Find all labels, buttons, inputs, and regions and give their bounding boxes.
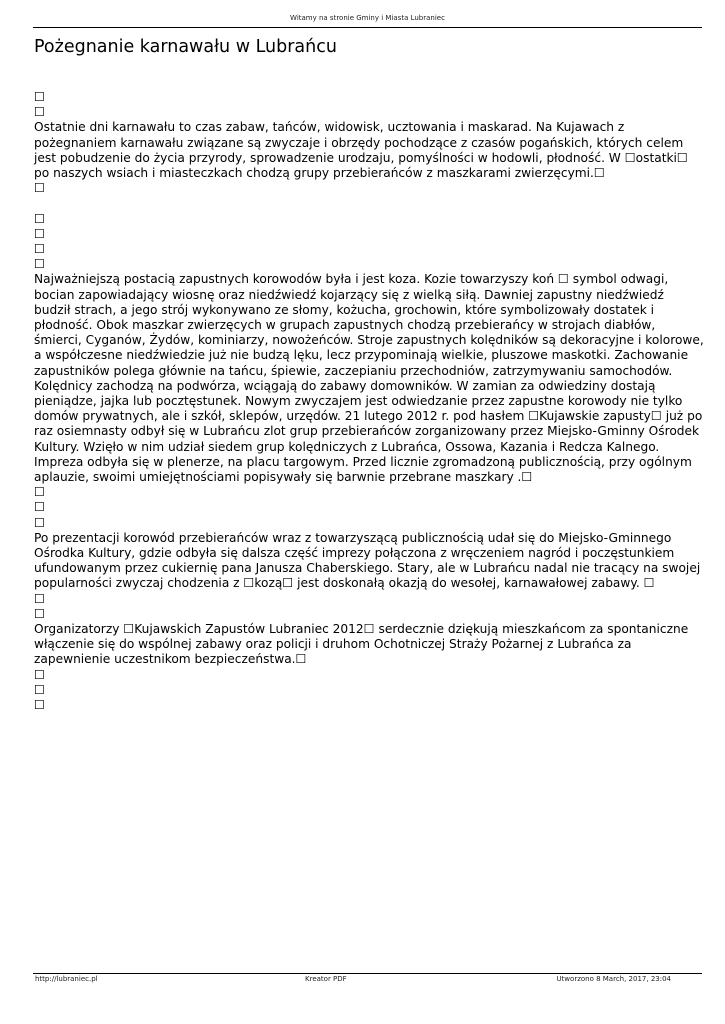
footer-divider xyxy=(33,973,702,974)
article-paragraph: Ostatnie dni karnawału to czas zabaw, tańców, widowisk, ucztowania i maskarad. Na Kujawach z pożegnaniem karnawału związane są zwyczaje i obrzędy pochodzące z czasów pogańskich, których celem jest pobudzenie do życia przyrody, sprowadzenie urodzaju, pomyślności w hodowli, płodność. W ☐ostatki☐ po naszych wsiach i miasteczkach chodzą grupy przebierańców z maszkarami zwierzęcymi.☐ xyxy=(34,120,688,180)
article-paragraph: Najważniejszą postacią zapustnych korowodów była i jest koza. Kozie towarzyszy koń ☐ symbol odwagi, bocian zapowiadający wiosnę oraz niedźwiedź kojarzący się z wielką siłą. Dawniej zapustny niedźwiedź budził strach, a jego strój wykonywano ze słomy, kożucha, grochowin, które symbolizowały dostatek i płodność. Obok maszkar zwierzęcych w grupach zapustnych chodzą przebierańcy w strojach diabłów, śmierci, Cyganów, Żydów, kominiarzy, nowożeńców. Stroje zapustnych kolędników są dekoracyjne i kolorowe, a współczesne niedźwiedzie już nie budzą lęku, lecz przypominają wielkie, pluszowe maskotki. Zachowanie zapustników polega głównie na tańcu, śpiewie, zaczepianiu przechodniów, zatrzymywaniu samochodów. Kolędnicy zachodzą na podwórza, wciągają do zabawy domowników. W zamian za odwiedziny dostają pieniądze, jajka lub pocztęstunek. Nowym zwyczajem jest odwiedzanie przez zapustne korowody nie tylko domów prywatnych, ale i szkół, sklepów, urzędów. 21 lutego 2012 r. pod hasłem ☐Kujawskie zapusty☐ już po raz osiemnasty odbył się w Lubrańcu zlot grup przebierańców zorganizowany przez Miejsko-Gminny Ośrodek Kultury. Wzięło w nim udział siedem grup kolędniczych z Lubrańca, Ossowa, Kazania i Redcza Kalnego. Impreza odbyła się w plenerze, na placu targowym. Przed licznie zgromadzoną publicznością, przy ogólnym aplauzie, swoimi umiejętnościami popisywały się barwnie przebrane maszkary .☐ xyxy=(34,272,704,484)
placeholder-glyph-line: ☐ xyxy=(34,682,45,697)
footer-creator: Kreator PDF xyxy=(305,975,347,983)
placeholder-glyph-line: ☐ xyxy=(34,485,45,500)
placeholder-glyph-line: ☐ xyxy=(34,105,45,120)
placeholder-glyph-line: ☐ xyxy=(34,241,45,256)
page-footer xyxy=(35,975,671,985)
placeholder-glyph-line: ☐ xyxy=(34,181,45,196)
placeholder-glyph-line: ☐ xyxy=(34,211,45,226)
placeholder-glyph-line: ☐ xyxy=(34,257,45,272)
placeholder-glyph-line: ☐ xyxy=(34,667,45,682)
article-paragraph: Organizatorzy ☐Kujawskich Zapustów Lubraniec 2012☐ serdecznie dziękują mieszkańcom za spontaniczne włączenie się do wspólnej zabawy oraz policji i druhom Ochotniczej Straży Pożarnej z Lubrańca za zapewnienie uczestnikom bezpieczeństwa.☐ xyxy=(34,621,689,667)
article-title: Pożegnanie karnawału w Lubrańcu xyxy=(34,37,337,57)
placeholder-glyph-line: ☐ xyxy=(34,591,45,606)
placeholder-glyph-line: ☐ xyxy=(34,606,45,621)
footer-created-date: Utworzono 8 March, 2017, 23:04 xyxy=(556,975,671,983)
site-header-title: Witamy na stronie Gminy i Miasta Lubraniec xyxy=(290,14,445,22)
placeholder-glyph-line: ☐ xyxy=(34,90,45,104)
placeholder-glyph-line: ☐ xyxy=(34,226,45,241)
placeholder-glyph-line: ☐ xyxy=(34,697,45,712)
blank-line xyxy=(34,196,704,211)
placeholder-glyph-line: ☐ xyxy=(34,500,45,515)
footer-url: http://lubraniec.pl xyxy=(35,975,98,983)
article-body xyxy=(34,90,704,713)
placeholder-glyph-line: ☐ xyxy=(34,515,45,530)
header-divider xyxy=(33,27,702,28)
article-paragraph: Po prezentacji korowód przebierańców wraz z towarzyszącą publicznością udał się do Miejsko-Gminnego Ośrodka Kultury, gdzie odbyła się dalsza część imprezy połączona z wręczeniem nagród i poczęstunkiem ufundowanym przez cukiernię pana Janusza Chaberskiego. Stary, ale w Lubrańcu nadal nie tracący na swojej popularności zwyczaj chodzenia z ☐kozą☐ jest doskonałą okazją do wesołej, karnawałowej zabawy. ☐ xyxy=(34,530,701,591)
